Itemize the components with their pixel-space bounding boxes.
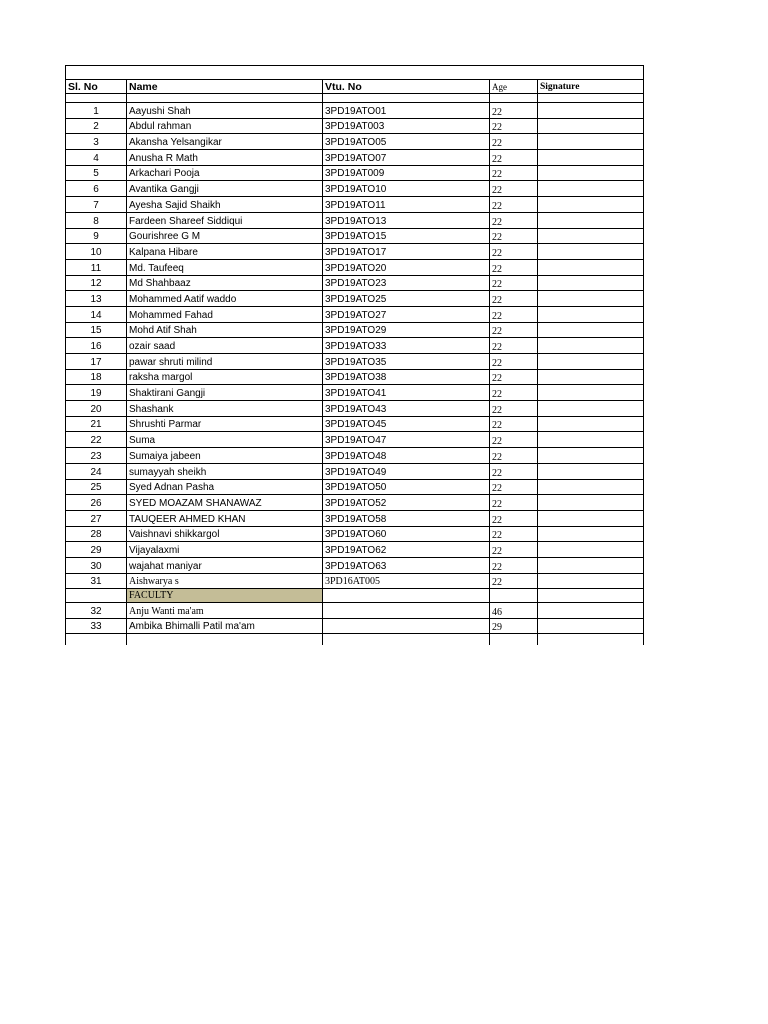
vtu-no-cell: 3PD19ATO13: [323, 212, 490, 228]
signature-cell[interactable]: [538, 338, 644, 354]
vtu-no-cell: 3PD19ATO07: [323, 150, 490, 166]
blank-cell: [490, 634, 538, 646]
table-row: [66, 385, 644, 401]
name-cell: SYED MOAZAM SHANAWAZ: [127, 495, 323, 511]
table-row: [66, 165, 644, 181]
signature-cell[interactable]: [538, 228, 644, 244]
vtu-no-cell: 3PD19ATO10: [323, 181, 490, 197]
age-cell: 22: [490, 134, 538, 150]
age-cell: 22: [490, 542, 538, 558]
signature-cell[interactable]: [538, 134, 644, 150]
signature-cell[interactable]: [538, 463, 644, 479]
table-row: [66, 573, 644, 589]
sl-no-cell: 18: [66, 369, 127, 385]
blank-cell: [323, 634, 490, 646]
signature-cell[interactable]: [538, 118, 644, 134]
table-row: [66, 212, 644, 228]
vtu-no-cell: 3PD19AT009: [323, 165, 490, 181]
table-row: [66, 557, 644, 573]
table-row: [66, 306, 644, 322]
name-cell: Kalpana Hibare: [127, 244, 323, 260]
table-row: [66, 322, 644, 338]
signature-cell[interactable]: [538, 510, 644, 526]
name-cell: Md. Taufeeq: [127, 259, 323, 275]
signature-cell[interactable]: [538, 495, 644, 511]
sl-no-cell: 14: [66, 306, 127, 322]
blank-cell: [66, 634, 127, 646]
signature-cell[interactable]: [538, 212, 644, 228]
signature-cell[interactable]: [538, 259, 644, 275]
sl-no-cell: 12: [66, 275, 127, 291]
signature-cell[interactable]: [538, 416, 644, 432]
signature-cell[interactable]: [538, 275, 644, 291]
sl-no-cell: 22: [66, 432, 127, 448]
signature-cell[interactable]: [538, 354, 644, 370]
name-cell: Gourishree G M: [127, 228, 323, 244]
name-cell: Avantika Gangji: [127, 181, 323, 197]
sl-no-cell: 33: [66, 618, 127, 634]
sl-no-cell: 20: [66, 401, 127, 417]
sl-no-cell: 21: [66, 416, 127, 432]
signature-cell[interactable]: [538, 385, 644, 401]
sl-no-cell: 30: [66, 557, 127, 573]
sl-no-cell: 9: [66, 228, 127, 244]
faculty-section-row: [66, 589, 644, 603]
sl-no-cell: 5: [66, 165, 127, 181]
header-vtu-no: Vtu. No: [323, 80, 490, 94]
attendance-table: [65, 65, 644, 645]
vtu-no-cell: 3PD19ATO20: [323, 259, 490, 275]
vtu-no-cell: 3PD19ATO48: [323, 448, 490, 464]
sl-no-cell: 7: [66, 197, 127, 213]
table-row: [66, 448, 644, 464]
signature-cell[interactable]: [538, 526, 644, 542]
faculty-signature-blank: [538, 589, 644, 603]
sl-no-cell: 25: [66, 479, 127, 495]
blank-cell: [538, 634, 644, 646]
signature-cell[interactable]: [538, 432, 644, 448]
signature-cell[interactable]: [538, 181, 644, 197]
name-cell: Aishwarya s: [127, 573, 323, 589]
signature-cell[interactable]: [538, 306, 644, 322]
table-row: [66, 118, 644, 134]
table-row: [66, 542, 644, 558]
table-row: [66, 291, 644, 307]
faculty-age-blank: [490, 589, 538, 603]
age-cell: 22: [490, 259, 538, 275]
blank-cell: [127, 634, 323, 646]
age-cell: 22: [490, 401, 538, 417]
age-cell: 22: [490, 557, 538, 573]
signature-cell[interactable]: [538, 448, 644, 464]
name-cell: Abdul rahman: [127, 118, 323, 134]
signature-cell[interactable]: [538, 197, 644, 213]
sl-no-cell: 24: [66, 463, 127, 479]
table-row: [66, 134, 644, 150]
age-cell: 22: [490, 510, 538, 526]
table-row: [66, 603, 644, 619]
vtu-no-cell: 3PD19ATO27: [323, 306, 490, 322]
vtu-no-cell: 3PD19ATO35: [323, 354, 490, 370]
sl-no-cell: 32: [66, 603, 127, 619]
vtu-no-cell: 3PD19ATO50: [323, 479, 490, 495]
vtu-no-cell: 3PD19ATO43: [323, 401, 490, 417]
age-cell: 22: [490, 291, 538, 307]
age-cell: 22: [490, 103, 538, 119]
signature-cell[interactable]: [538, 244, 644, 260]
signature-cell[interactable]: [538, 557, 644, 573]
sl-no-cell: 2: [66, 118, 127, 134]
vtu-no-cell: [323, 603, 490, 619]
vtu-no-cell: 3PD19ATO63: [323, 557, 490, 573]
vtu-no-cell: 3PD19AT003: [323, 118, 490, 134]
vtu-no-cell: 3PD19ATO45: [323, 416, 490, 432]
signature-cell[interactable]: [538, 542, 644, 558]
vtu-no-cell: 3PD19ATO49: [323, 463, 490, 479]
name-cell: TAUQEER AHMED KHAN: [127, 510, 323, 526]
table-row: [66, 432, 644, 448]
vtu-no-cell: 3PD19ATO33: [323, 338, 490, 354]
name-cell: Mohammed Fahad: [127, 306, 323, 322]
header-row: [66, 80, 644, 94]
vtu-no-cell: 3PD19ATO41: [323, 385, 490, 401]
signature-cell[interactable]: [538, 165, 644, 181]
name-cell: Vaishnavi shikkargol: [127, 526, 323, 542]
signature-cell[interactable]: [538, 401, 644, 417]
table-row: [66, 526, 644, 542]
name-cell: Akansha Yelsangikar: [127, 134, 323, 150]
name-cell: pawar shruti milind: [127, 354, 323, 370]
age-cell: 22: [490, 150, 538, 166]
vtu-no-cell: 3PD19ATO23: [323, 275, 490, 291]
header-sl-no: Sl. No: [66, 80, 127, 94]
signature-cell[interactable]: [538, 618, 644, 634]
table-row: [66, 354, 644, 370]
table-row: [66, 416, 644, 432]
vtu-no-cell: 3PD19ATO47: [323, 432, 490, 448]
sl-no-cell: 26: [66, 495, 127, 511]
vtu-no-cell: 3PD19ATO29: [323, 322, 490, 338]
vtu-no-cell: 3PD19ATO60: [323, 526, 490, 542]
table-row: [66, 228, 644, 244]
age-cell: 22: [490, 118, 538, 134]
signature-cell[interactable]: [538, 369, 644, 385]
sl-no-cell: 10: [66, 244, 127, 260]
age-cell: 22: [490, 244, 538, 260]
sl-no-cell: 28: [66, 526, 127, 542]
age-cell: 22: [490, 228, 538, 244]
signature-cell[interactable]: [538, 291, 644, 307]
age-cell: 29: [490, 618, 538, 634]
header-name: Name: [127, 80, 323, 94]
name-cell: Ayesha Sajid Shaikh: [127, 197, 323, 213]
signature-cell[interactable]: [538, 479, 644, 495]
table-row: [66, 275, 644, 291]
table-row: [66, 259, 644, 275]
table-row: [66, 479, 644, 495]
table-row: [66, 197, 644, 213]
signature-cell[interactable]: [538, 573, 644, 589]
name-cell: Mohammed Aatif waddo: [127, 291, 323, 307]
table-row: [66, 338, 644, 354]
age-cell: 22: [490, 432, 538, 448]
age-cell: 22: [490, 165, 538, 181]
name-cell: Ambika Bhimalli Patil ma'am: [127, 618, 323, 634]
sl-no-cell: 19: [66, 385, 127, 401]
table-row: [66, 401, 644, 417]
vtu-no-cell: 3PD19ATO15: [323, 228, 490, 244]
header-signature: Signature: [538, 80, 644, 94]
signature-cell[interactable]: [538, 603, 644, 619]
name-cell: wajahat maniyar: [127, 557, 323, 573]
signature-cell[interactable]: [538, 150, 644, 166]
sl-no-cell: 4: [66, 150, 127, 166]
name-cell: Mohd Atif Shah: [127, 322, 323, 338]
age-cell: 22: [490, 338, 538, 354]
age-cell: 22: [490, 354, 538, 370]
name-cell: Vijayalaxmi: [127, 542, 323, 558]
age-cell: 22: [490, 495, 538, 511]
name-cell: Fardeen Shareef Siddiqui: [127, 212, 323, 228]
age-cell: 22: [490, 322, 538, 338]
table-row: [66, 463, 644, 479]
sl-no-cell: 17: [66, 354, 127, 370]
vtu-no-cell: 3PD19ATO05: [323, 134, 490, 150]
blank-bottom-row: [66, 634, 644, 646]
vtu-no-cell: 3PD19ATO25: [323, 291, 490, 307]
table-row: [66, 618, 644, 634]
age-cell: 22: [490, 463, 538, 479]
vtu-no-cell: 3PD19ATO58: [323, 510, 490, 526]
sl-no-cell: 16: [66, 338, 127, 354]
name-cell: Anusha R Math: [127, 150, 323, 166]
faculty-vtu-blank: [323, 589, 490, 603]
header-age: Age: [490, 80, 538, 94]
age-cell: 22: [490, 275, 538, 291]
vtu-no-cell: 3PD16AT005: [323, 573, 490, 589]
vtu-no-cell: 3PD19ATO38: [323, 369, 490, 385]
table-row: [66, 495, 644, 511]
name-cell: sumayyah sheikh: [127, 463, 323, 479]
name-cell: Md Shahbaaz: [127, 275, 323, 291]
table-row: [66, 150, 644, 166]
name-cell: Suma: [127, 432, 323, 448]
name-cell: Aayushi Shah: [127, 103, 323, 119]
vtu-no-cell: 3PD19ATO62: [323, 542, 490, 558]
table-row: [66, 181, 644, 197]
name-cell: Shashank: [127, 401, 323, 417]
age-cell: 22: [490, 212, 538, 228]
age-cell: 22: [490, 526, 538, 542]
age-cell: 22: [490, 197, 538, 213]
table-row: [66, 103, 644, 119]
table-row: [66, 510, 644, 526]
name-cell: Shrushti Parmar: [127, 416, 323, 432]
sl-no-cell: 13: [66, 291, 127, 307]
faculty-label: FACULTY: [127, 589, 323, 603]
name-cell: raksha margol: [127, 369, 323, 385]
vtu-no-cell: [323, 618, 490, 634]
age-cell: 22: [490, 573, 538, 589]
vtu-no-cell: 3PD19ATO01: [323, 103, 490, 119]
name-cell: Syed Adnan Pasha: [127, 479, 323, 495]
vtu-no-cell: 3PD19ATO11: [323, 197, 490, 213]
age-cell: 22: [490, 369, 538, 385]
sl-no-cell: 3: [66, 134, 127, 150]
blank-top-row: [66, 66, 644, 80]
sl-no-cell: 15: [66, 322, 127, 338]
name-cell: Sumaiya jabeen: [127, 448, 323, 464]
vtu-no-cell: 3PD19ATO17: [323, 244, 490, 260]
signature-cell[interactable]: [538, 322, 644, 338]
table-row: [66, 369, 644, 385]
name-cell: Arkachari Pooja: [127, 165, 323, 181]
sl-no-cell: 23: [66, 448, 127, 464]
sl-no-cell: 29: [66, 542, 127, 558]
sl-no-cell: 31: [66, 573, 127, 589]
table-row: [66, 244, 644, 260]
age-cell: 22: [490, 306, 538, 322]
age-cell: 46: [490, 603, 538, 619]
faculty-sl-blank: [66, 589, 127, 603]
vtu-no-cell: 3PD19ATO52: [323, 495, 490, 511]
sl-no-cell: 8: [66, 212, 127, 228]
signature-cell[interactable]: [538, 103, 644, 119]
sl-no-cell: 1: [66, 103, 127, 119]
age-cell: 22: [490, 181, 538, 197]
spacer-row: [66, 94, 644, 103]
name-cell: Anju Wanti ma'am: [127, 603, 323, 619]
age-cell: 22: [490, 448, 538, 464]
name-cell: ozair saad: [127, 338, 323, 354]
sl-no-cell: 11: [66, 259, 127, 275]
age-cell: 22: [490, 385, 538, 401]
age-cell: 22: [490, 479, 538, 495]
sl-no-cell: 27: [66, 510, 127, 526]
age-cell: 22: [490, 416, 538, 432]
sl-no-cell: 6: [66, 181, 127, 197]
name-cell: Shaktirani Gangji: [127, 385, 323, 401]
